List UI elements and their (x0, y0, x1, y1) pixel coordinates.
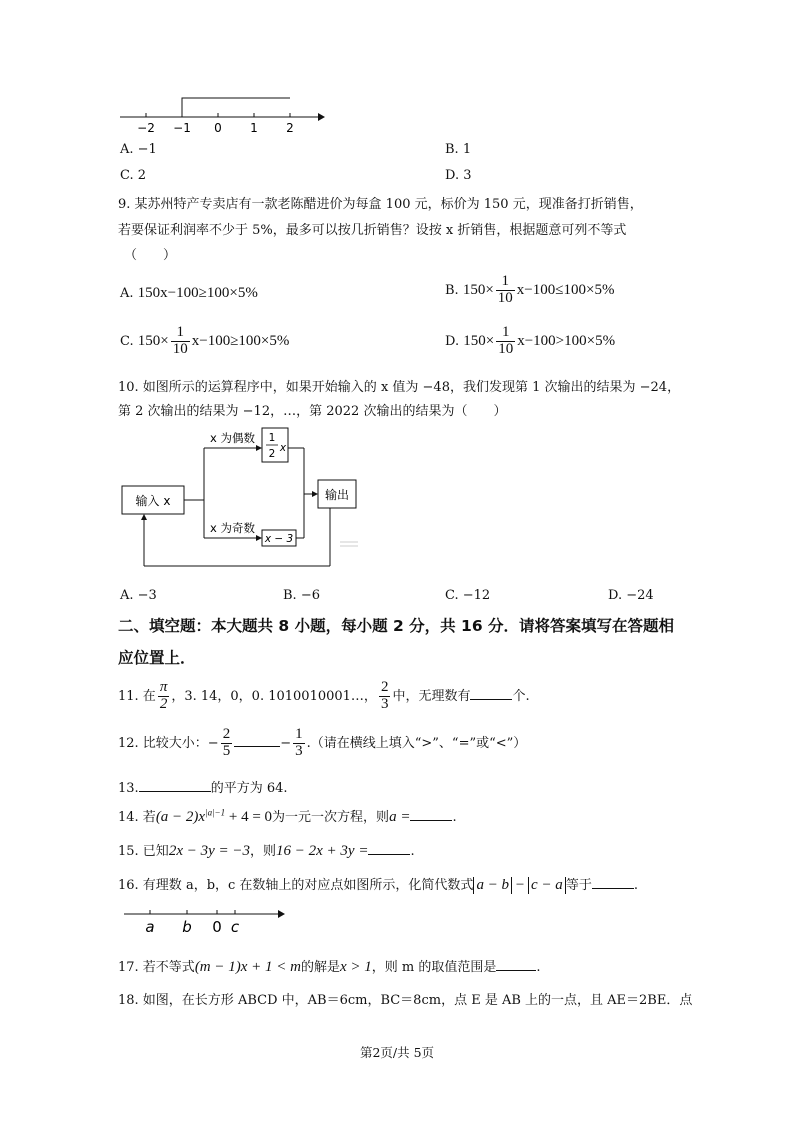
origin-label: 0 (212, 918, 222, 936)
answer-blank[interactable] (234, 735, 280, 747)
q9-option-c: C. 150× $\frac{1}{10}$ x−100≥100×5% (120, 324, 290, 357)
section-heading-line1: 二、填空题：本大题共 8 小题，每小题 2 分，共 16 分．请将答案填写在答题相 (118, 617, 675, 635)
q8-option-b: B. 1 (445, 142, 472, 157)
abc-number-line (120, 902, 290, 936)
answer-blank[interactable] (368, 843, 410, 855)
q10-option-d: D. −24 (608, 588, 654, 603)
q10-line2: 第 2 次输出的结果为 −12，…，第 2022 次输出的结果为（ ） (118, 404, 507, 419)
flow-half-var: x (279, 442, 287, 454)
flow-input-label: 输入 x (135, 494, 171, 508)
tick-label: −1 (173, 121, 191, 135)
q9-option-a: A. 150x−100≥100×5% (120, 285, 258, 301)
answer-blank[interactable] (592, 877, 634, 889)
q9-option-b: B. 150× $\frac{1}{10}$ x−100≤100×5% (445, 273, 615, 306)
q9-line2: 若要保证利润率不少于 5%，最多可以按几折销售？设按 x 折销售，根据题意可列不等式 (118, 223, 627, 238)
top-number-line (118, 92, 328, 138)
point-a-label: a (145, 918, 155, 936)
q8-option-c: C. 2 (120, 168, 147, 183)
flow-even-label: x 为偶数 (210, 431, 255, 445)
answer-blank[interactable] (496, 959, 536, 971)
program-flowchart (118, 420, 368, 580)
point-c-label: c (230, 918, 240, 936)
point-b-label: b (182, 918, 192, 936)
question-15: 15. 已知2x − 3y = −3，则16 − 2x + 3y = . (118, 843, 415, 859)
question-16: 16. 有理数 a，b，c 在数轴上的对应点如图所示，化简代数式 a − b − c − a 等于 . (118, 877, 638, 893)
tick-label: 1 (250, 121, 258, 135)
flow-half-num: 1 (268, 432, 276, 444)
tick-label: −2 (137, 121, 155, 135)
answer-blank[interactable] (470, 688, 512, 700)
page-footer: 第2页/共 5页 (359, 1045, 435, 1060)
q8-option-a: A. −1 (120, 142, 157, 157)
flow-odd-label: x 为奇数 (210, 521, 255, 535)
answer-blank[interactable] (139, 780, 211, 792)
q10-option-a: A. −3 (120, 588, 157, 603)
q10-option-b: B. −6 (283, 588, 320, 603)
question-11: 11. 在 $\frac{\pi}{2}$ ，3. 14，0，0. 1010010001…， $\frac{2}{3}$ 中，无理数有 个. (118, 679, 530, 712)
question-18: 18. 如图，在长方形 ABCD 中，AB＝6cm，BC＝8cm，点 E 是 AB 上的一点，且 AE＝2BE．点 (118, 993, 693, 1008)
question-17: 17. 若不等式(m − 1)x + 1 < m的解是x > 1，则 m 的取值范围是 . (118, 959, 541, 975)
tick-label: 2 (286, 121, 294, 135)
section-heading-line2: 应位置上． (118, 649, 196, 667)
tick-label: 0 (214, 121, 222, 135)
q9-line1: 9. 某苏州特产专卖店有一款老陈醋进价为每盒 100 元，标价为 150 元，现准备打折销售， (118, 197, 643, 212)
question-12: 12. 比较大小：− $\frac{2}{5}$ − $\frac{1}{3}$ .（请在横线上填入“>”、“=”或“<”） (118, 726, 527, 759)
flow-output-label: 输出 (324, 488, 350, 502)
flow-minus-label: x − 3 (264, 533, 294, 545)
q10-line1: 10. 如图所示的运算程序中，如果开始输入的 x 值为 −48，我们发现第 1 次输出的结果为 −24， (118, 380, 681, 395)
q9-option-d: D. 150× $\frac{1}{10}$ x−100>100×5% (445, 324, 616, 357)
answer-blank[interactable] (410, 809, 452, 821)
flow-half-den: 2 (268, 448, 276, 460)
q9-paren: （ ） (124, 248, 177, 263)
q10-option-c: C. −12 (445, 588, 491, 603)
question-14: 14. 若$(a - 2)x^{|a|-1} + 4 = 0$为一元一次方程，则a = . (118, 807, 457, 825)
q8-option-d: D. 3 (445, 168, 472, 183)
question-13: 13. 的平方为 64. (118, 781, 288, 796)
